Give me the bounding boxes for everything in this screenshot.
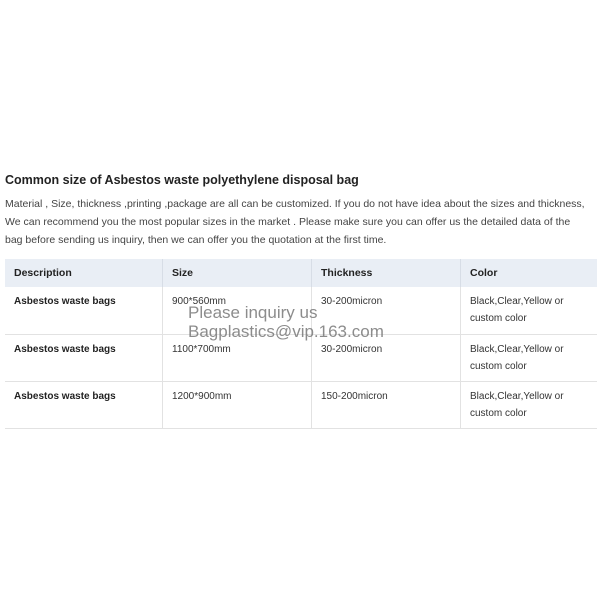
header-color: Color xyxy=(461,259,598,287)
cell-size: 900*560mm xyxy=(163,287,312,335)
size-table xyxy=(5,259,597,429)
cell-color: Black,Clear,Yellow or custom color xyxy=(461,382,598,429)
cell-size: 1100*700mm xyxy=(163,335,312,382)
table-row xyxy=(5,335,597,382)
table-row xyxy=(5,382,597,429)
cell-size: 1200*900mm xyxy=(163,382,312,429)
cell-description: Asbestos waste bags xyxy=(5,335,163,382)
table-row xyxy=(5,287,597,335)
header-description: Description xyxy=(5,259,163,287)
description-paragraph xyxy=(5,195,597,249)
cell-description: Asbestos waste bags xyxy=(5,382,163,429)
section-heading: Common size of Asbestos waste polyethylene disposal bag xyxy=(5,173,359,187)
cell-color: Black,Clear,Yellow or custom color xyxy=(461,287,598,335)
table-header-row xyxy=(5,259,597,287)
description-line: bag before sending us inquiry, then we can offer you the quotation at the first time. xyxy=(5,234,387,246)
watermark-inquiry-text: Please inquiry us xyxy=(188,303,318,322)
cell-thickness: 30-200micron xyxy=(312,335,461,382)
cell-thickness: 30-200micron xyxy=(312,287,461,335)
header-size: Size xyxy=(163,259,312,287)
cell-color: Black,Clear,Yellow or custom color xyxy=(461,335,598,382)
header-thickness: Thickness xyxy=(312,259,461,287)
description-line: Material , Size, thickness ,printing ,package are all can be customized. If you do not have idea about the sizes and thickness, xyxy=(5,198,585,210)
cell-description: Asbestos waste bags xyxy=(5,287,163,335)
watermark-email-text: Bagplastics@vip.163.com xyxy=(188,322,384,341)
description-line: We can recommend you the most popular sizes in the market . Please make sure you can offer us the detailed data of the xyxy=(5,216,571,228)
cell-thickness: 150-200micron xyxy=(312,382,461,429)
